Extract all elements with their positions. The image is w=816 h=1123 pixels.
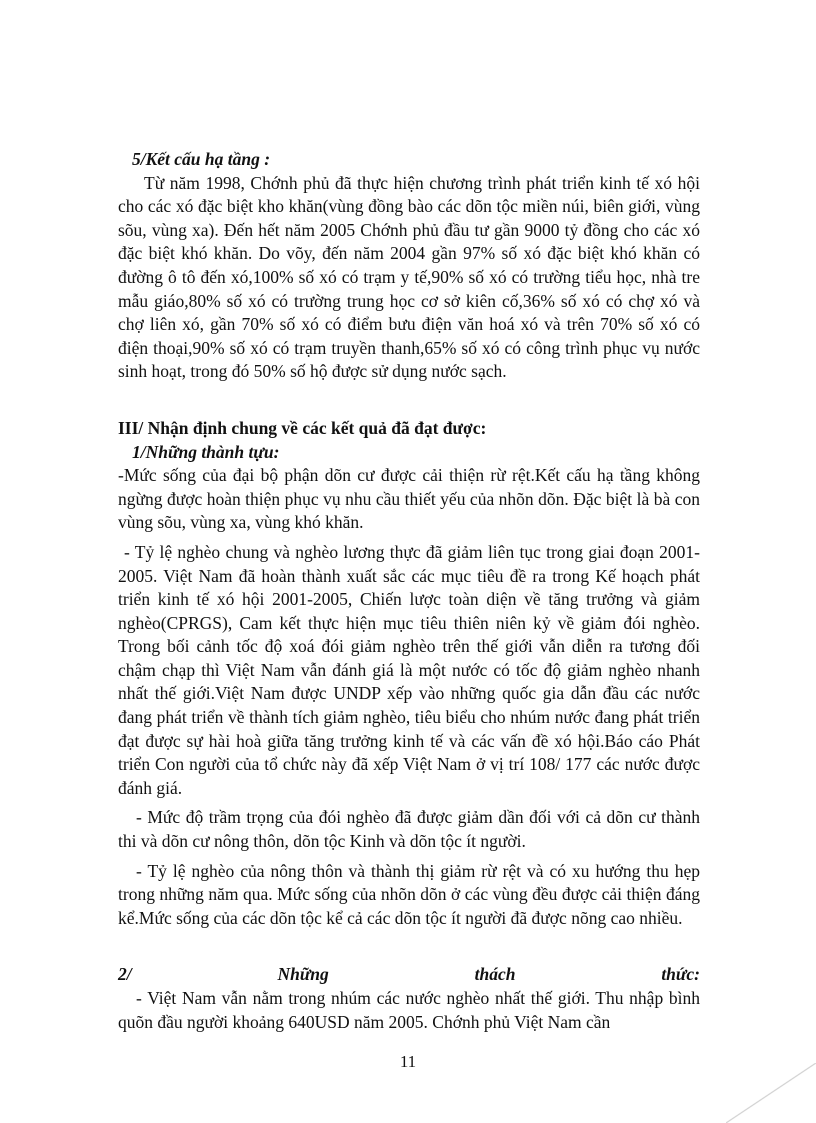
achievement-paragraph-2: - Tỷ lệ nghèo chung và nghèo lương thực đã giảm liên tục trong giai đoạn 2001-2005. Việt Nam đã hoàn thành xuất sắc các mục tiêu đề ra trong Kế hoạch phát triển kinh tế xó hội 2001-2005, Chiến lược toàn diện về tăng trưởng và giảm nghèo(CPRGS), Cam kết thực hiện mục tiêu thiên niên kỷ về giảm đói nghèo. Trong bối cảnh tốc độ xoá đói giảm nghèo trên thế giới vẫn diễn ra tương đối chậm chạp thì Việt Nam vẫn đánh giá là một nước có tốc độ giảm nghèo nhanh nhất thế giới.Việt Nam được UNDP xếp vào những quốc gia dẫn đầu các nước đang phát triển về thành tích giảm nghèo, tiêu biểu cho nhúm nước đang phát triển đạt được sự hài hoà giữa tăng trưởng kinh tế và các vấn đề xó hội.Báo cáo Phát triển Con người của tổ chức này đã xếp Việt Nam ở vị trí 108/ 177 các nước được đánh giá. xyxy=(118,541,700,798)
page-number: 11 xyxy=(399,1052,417,1071)
section-5-paragraph: Từ năm 1998, Chớnh phủ đã thực hiện chương trình phát triển kinh tế xó hội cho các xó đặc biệt kho khăn(vùng đồng bào các dõn tộc miền núi, biên giới, vùng sõu, vùng xa). Đến hết năm 2005 Chớnh phủ đầu tư gần 9000 tỷ đồng cho các xó đặc biệt khó khăn. Do võy, đến năm 2004 gần 97% số xó đặc biệt khó khăn có đường ô tô đến xó,100% số xó có trạm y tế,90% số xó có trường tiểu học, nhà tre mẫu giáo,80% số xó có trường trung học cơ sở kiên cố,36% số xó có chợ xó và chợ liên xó, gần 70% số xó có điểm bưu điện văn hoá xó và trên 70% số xó có điện thoại,90% số xó có trạm truyền thanh,65% số xó có công trình phục vụ nước sinh hoạt, trong đó 50% số hộ được sử dụng nước sạch. xyxy=(118,172,700,382)
section-5-title: 5/Kết cấu hạ tầng : xyxy=(132,149,271,169)
corner-divider xyxy=(726,1063,816,1123)
page-content xyxy=(118,148,700,1034)
achievement-paragraph-3: - Mức độ trầm trọng của đói nghèo đã được giảm dần đối với cả dõn cư thành thi và dõn cư nông thôn, dõn tộc Kinh và dõn tộc ít người. xyxy=(118,807,700,852)
challenges-title-part-1: 2/ xyxy=(118,964,132,985)
achievements-title: 1/Những thành tựu: xyxy=(132,441,280,462)
challenges-title-part-3: thách xyxy=(474,964,516,985)
section-3-title: III/ Nhận định chung về các kết quả đã đạt được: xyxy=(118,417,487,438)
challenges-title-part-4: thức: xyxy=(661,964,700,985)
challenges-title-part-2: Những xyxy=(277,964,329,985)
challenges-paragraph: - Việt Nam vẫn nằm trong nhúm các nước nghèo nhất thế giới. Thu nhập bình quõn đầu người khoảng 640USD năm 2005. Chớnh phủ Việt Nam cần xyxy=(118,988,700,1032)
challenges-title xyxy=(118,963,700,987)
achievement-paragraph-1: -Mức sống của đại bộ phận dõn cư được cải thiện rừ rệt.Kết cấu hạ tầng không ngừng được hoàn thiện phục vụ nhu cầu thiết yếu của nhõn dõn. Đặc biệt là bà con vùng sõu, vùng xa, vùng khó khăn. xyxy=(118,465,700,533)
achievement-paragraph-4: - Tỷ lệ nghèo của nông thôn và thành thị giảm rừ rệt và có xu hướng thu hẹp trong những năm qua. Mức sống của nhõn dõn ở các vùng đều được cải thiện đáng kể.Mức sống của các dõn tộc kể cả các dõn tộc ít người đã được nõng cao nhiều. xyxy=(118,860,700,928)
